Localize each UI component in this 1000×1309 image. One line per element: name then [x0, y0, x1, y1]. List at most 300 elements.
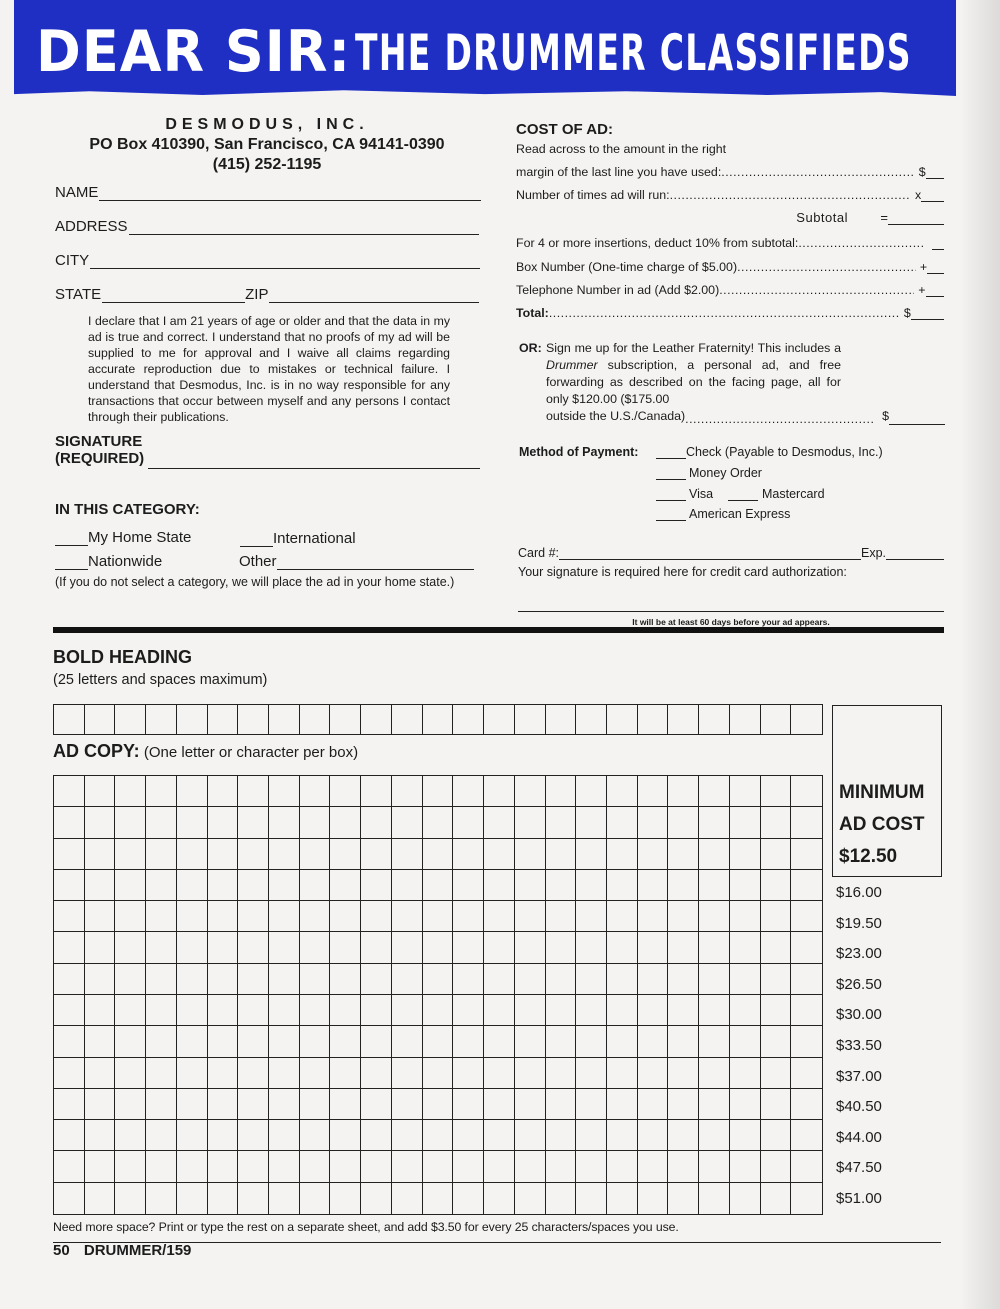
ad-copy-letter-box[interactable]	[546, 1151, 577, 1182]
ad-copy-letter-box[interactable]	[515, 839, 546, 870]
ad-copy-letter-box[interactable]	[423, 839, 454, 870]
ad-copy-letter-box[interactable]	[576, 1058, 607, 1089]
ad-copy-letter-box[interactable]	[361, 1026, 392, 1057]
ad-copy-letter-box[interactable]	[177, 776, 208, 807]
heading-letter-box[interactable]	[330, 705, 361, 734]
ad-copy-letter-box[interactable]	[607, 964, 638, 995]
ad-copy-letter-box[interactable]	[607, 776, 638, 807]
ad-copy-letter-box[interactable]	[546, 1183, 577, 1214]
ad-copy-letter-box[interactable]	[576, 1120, 607, 1151]
ad-copy-letter-box[interactable]	[208, 932, 239, 963]
ad-copy-letter-box[interactable]	[300, 995, 331, 1026]
ad-copy-letter-box[interactable]	[791, 870, 822, 901]
ad-copy-letter-box[interactable]	[208, 1151, 239, 1182]
heading-letter-box[interactable]	[300, 705, 331, 734]
ad-copy-letter-box[interactable]	[392, 1058, 423, 1089]
ad-copy-letter-box[interactable]	[300, 1026, 331, 1057]
heading-letter-box[interactable]	[515, 705, 546, 734]
ad-copy-letter-box[interactable]	[453, 776, 484, 807]
ad-copy-letter-box[interactable]	[269, 1183, 300, 1214]
ad-copy-grid[interactable]	[53, 775, 823, 1215]
ad-copy-letter-box[interactable]	[238, 1151, 269, 1182]
amount-input-line[interactable]	[926, 165, 944, 179]
ad-copy-letter-box[interactable]	[54, 964, 85, 995]
ad-copy-letter-box[interactable]	[54, 1120, 85, 1151]
ad-copy-letter-box[interactable]	[576, 1026, 607, 1057]
heading-letter-box[interactable]	[115, 705, 146, 734]
ad-copy-letter-box[interactable]	[668, 839, 699, 870]
card-number-input-line[interactable]	[559, 547, 861, 560]
ad-copy-letter-box[interactable]	[546, 995, 577, 1026]
ad-copy-letter-box[interactable]	[699, 1089, 730, 1120]
ad-copy-letter-box[interactable]	[330, 1026, 361, 1057]
ad-copy-letter-box[interactable]	[208, 1120, 239, 1151]
ad-copy-letter-box[interactable]	[576, 1151, 607, 1182]
ad-copy-letter-box[interactable]	[546, 1089, 577, 1120]
ad-copy-letter-box[interactable]	[146, 839, 177, 870]
ad-copy-letter-box[interactable]	[546, 870, 577, 901]
ad-copy-letter-box[interactable]	[730, 964, 761, 995]
ad-copy-letter-box[interactable]	[699, 807, 730, 838]
ad-copy-letter-box[interactable]	[453, 807, 484, 838]
ad-copy-letter-box[interactable]	[638, 839, 669, 870]
ad-copy-letter-box[interactable]	[730, 1026, 761, 1057]
heading-letter-box[interactable]	[546, 705, 577, 734]
ad-copy-letter-box[interactable]	[761, 932, 792, 963]
ad-copy-letter-box[interactable]	[238, 807, 269, 838]
ad-copy-letter-box[interactable]	[361, 1151, 392, 1182]
ad-copy-letter-box[interactable]	[576, 807, 607, 838]
ad-copy-letter-box[interactable]	[730, 1151, 761, 1182]
ad-copy-letter-box[interactable]	[546, 1120, 577, 1151]
subtotal-input-line[interactable]	[888, 211, 944, 225]
ad-copy-letter-box[interactable]	[54, 901, 85, 932]
ad-copy-letter-box[interactable]	[515, 964, 546, 995]
ad-copy-letter-box[interactable]	[668, 1120, 699, 1151]
ad-copy-letter-box[interactable]	[453, 901, 484, 932]
bold-heading-grid[interactable]	[53, 704, 823, 735]
heading-letter-box[interactable]	[638, 705, 669, 734]
ad-copy-letter-box[interactable]	[668, 964, 699, 995]
ad-copy-letter-box[interactable]	[607, 932, 638, 963]
ad-copy-letter-box[interactable]	[238, 870, 269, 901]
ad-copy-letter-box[interactable]	[115, 1120, 146, 1151]
payment-option-visa[interactable]	[656, 487, 713, 501]
ad-copy-letter-box[interactable]	[54, 1089, 85, 1120]
ad-copy-letter-box[interactable]	[361, 776, 392, 807]
ad-copy-letter-box[interactable]	[392, 1120, 423, 1151]
ad-copy-letter-box[interactable]	[392, 901, 423, 932]
ad-copy-letter-box[interactable]	[330, 1183, 361, 1214]
ad-copy-letter-box[interactable]	[208, 964, 239, 995]
ad-copy-letter-box[interactable]	[607, 1089, 638, 1120]
ad-copy-letter-box[interactable]	[791, 1183, 822, 1214]
ad-copy-letter-box[interactable]	[238, 1058, 269, 1089]
ad-copy-letter-box[interactable]	[668, 1183, 699, 1214]
ad-copy-letter-box[interactable]	[423, 1026, 454, 1057]
ad-copy-letter-box[interactable]	[238, 932, 269, 963]
ad-copy-letter-box[interactable]	[730, 1120, 761, 1151]
checkbox-blank[interactable]	[656, 447, 686, 459]
ad-copy-letter-box[interactable]	[730, 839, 761, 870]
ad-copy-letter-box[interactable]	[730, 901, 761, 932]
ad-copy-letter-box[interactable]	[115, 839, 146, 870]
heading-letter-box[interactable]	[54, 705, 85, 734]
ad-copy-letter-box[interactable]	[115, 1183, 146, 1214]
ad-copy-letter-box[interactable]	[699, 1183, 730, 1214]
ad-copy-letter-box[interactable]	[177, 1026, 208, 1057]
ad-copy-letter-box[interactable]	[115, 1151, 146, 1182]
ad-copy-letter-box[interactable]	[146, 776, 177, 807]
heading-letter-box[interactable]	[423, 705, 454, 734]
ad-copy-letter-box[interactable]	[423, 1120, 454, 1151]
ad-copy-letter-box[interactable]	[546, 932, 577, 963]
ad-copy-letter-box[interactable]	[361, 870, 392, 901]
ad-copy-letter-box[interactable]	[330, 995, 361, 1026]
ad-copy-letter-box[interactable]	[607, 870, 638, 901]
cc-signature-input-line[interactable]	[518, 611, 944, 612]
ad-copy-letter-box[interactable]	[668, 1058, 699, 1089]
ad-copy-letter-box[interactable]	[730, 932, 761, 963]
ad-copy-letter-box[interactable]	[761, 995, 792, 1026]
ad-copy-letter-box[interactable]	[515, 901, 546, 932]
ad-copy-letter-box[interactable]	[546, 839, 577, 870]
ad-copy-letter-box[interactable]	[453, 1151, 484, 1182]
ad-copy-letter-box[interactable]	[576, 1089, 607, 1120]
ad-copy-letter-box[interactable]	[546, 964, 577, 995]
ad-copy-letter-box[interactable]	[85, 1183, 116, 1214]
ad-copy-letter-box[interactable]	[791, 1058, 822, 1089]
ad-copy-letter-box[interactable]	[791, 1120, 822, 1151]
ad-copy-letter-box[interactable]	[423, 1089, 454, 1120]
ad-copy-letter-box[interactable]	[392, 1183, 423, 1214]
ad-copy-letter-box[interactable]	[576, 776, 607, 807]
ad-copy-letter-box[interactable]	[515, 1089, 546, 1120]
ad-copy-letter-box[interactable]	[638, 1058, 669, 1089]
ad-copy-letter-box[interactable]	[115, 1058, 146, 1089]
ad-copy-letter-box[interactable]	[699, 901, 730, 932]
ad-copy-letter-box[interactable]	[269, 776, 300, 807]
ad-copy-letter-box[interactable]	[453, 932, 484, 963]
ad-copy-letter-box[interactable]	[54, 839, 85, 870]
ad-copy-letter-box[interactable]	[607, 901, 638, 932]
ad-copy-letter-box[interactable]	[146, 964, 177, 995]
ad-copy-letter-box[interactable]	[85, 1120, 116, 1151]
ad-copy-letter-box[interactable]	[423, 1183, 454, 1214]
heading-letter-box[interactable]	[484, 705, 515, 734]
payment-option-mastercard[interactable]	[728, 487, 825, 501]
ad-copy-letter-box[interactable]	[423, 901, 454, 932]
ad-copy-letter-box[interactable]	[177, 995, 208, 1026]
ad-copy-letter-box[interactable]	[361, 964, 392, 995]
ad-copy-letter-box[interactable]	[699, 1120, 730, 1151]
ad-copy-letter-box[interactable]	[453, 995, 484, 1026]
ad-copy-letter-box[interactable]	[668, 1151, 699, 1182]
ad-copy-letter-box[interactable]	[330, 932, 361, 963]
ad-copy-letter-box[interactable]	[208, 776, 239, 807]
checkbox-blank[interactable]	[656, 489, 686, 501]
ad-copy-letter-box[interactable]	[668, 932, 699, 963]
expiry-input-line[interactable]	[886, 547, 944, 560]
ad-copy-letter-box[interactable]	[269, 964, 300, 995]
ad-copy-letter-box[interactable]	[85, 807, 116, 838]
payment-option-money-order[interactable]	[656, 466, 762, 480]
ad-copy-letter-box[interactable]	[300, 839, 331, 870]
ad-copy-letter-box[interactable]	[576, 964, 607, 995]
ad-copy-letter-box[interactable]	[668, 776, 699, 807]
ad-copy-letter-box[interactable]	[300, 1120, 331, 1151]
ad-copy-letter-box[interactable]	[546, 1026, 577, 1057]
total-input-line[interactable]	[911, 306, 944, 320]
heading-letter-box[interactable]	[177, 705, 208, 734]
ad-copy-letter-box[interactable]	[761, 1120, 792, 1151]
ad-copy-letter-box[interactable]	[208, 870, 239, 901]
ad-copy-letter-box[interactable]	[423, 776, 454, 807]
ad-copy-letter-box[interactable]	[300, 1089, 331, 1120]
ad-copy-letter-box[interactable]	[638, 1120, 669, 1151]
heading-letter-box[interactable]	[146, 705, 177, 734]
ad-copy-letter-box[interactable]	[791, 1026, 822, 1057]
ad-copy-letter-box[interactable]	[453, 1089, 484, 1120]
ad-copy-letter-box[interactable]	[361, 1089, 392, 1120]
ad-copy-letter-box[interactable]	[699, 776, 730, 807]
heading-letter-box[interactable]	[453, 705, 484, 734]
ad-copy-letter-box[interactable]	[85, 1089, 116, 1120]
ad-copy-letter-box[interactable]	[146, 1026, 177, 1057]
amount-input-line[interactable]	[927, 260, 944, 274]
ad-copy-letter-box[interactable]	[638, 776, 669, 807]
ad-copy-letter-box[interactable]	[115, 1026, 146, 1057]
ad-copy-letter-box[interactable]	[85, 776, 116, 807]
ad-copy-letter-box[interactable]	[761, 1026, 792, 1057]
ad-copy-letter-box[interactable]	[576, 932, 607, 963]
address-input-line[interactable]	[129, 221, 479, 235]
ad-copy-letter-box[interactable]	[361, 1120, 392, 1151]
ad-copy-letter-box[interactable]	[515, 1151, 546, 1182]
ad-copy-letter-box[interactable]	[85, 1058, 116, 1089]
ad-copy-letter-box[interactable]	[115, 776, 146, 807]
ad-copy-letter-box[interactable]	[238, 1183, 269, 1214]
ad-copy-letter-box[interactable]	[238, 995, 269, 1026]
ad-copy-letter-box[interactable]	[208, 1183, 239, 1214]
ad-copy-letter-box[interactable]	[423, 870, 454, 901]
heading-letter-box[interactable]	[361, 705, 392, 734]
ad-copy-letter-box[interactable]	[146, 1183, 177, 1214]
ad-copy-letter-box[interactable]	[85, 1151, 116, 1182]
ad-copy-letter-box[interactable]	[484, 807, 515, 838]
ad-copy-letter-box[interactable]	[269, 995, 300, 1026]
ad-copy-letter-box[interactable]	[392, 1026, 423, 1057]
ad-copy-letter-box[interactable]	[54, 776, 85, 807]
ad-copy-letter-box[interactable]	[453, 839, 484, 870]
ad-copy-letter-box[interactable]	[638, 870, 669, 901]
ad-copy-letter-box[interactable]	[208, 807, 239, 838]
ad-copy-letter-box[interactable]	[453, 870, 484, 901]
ad-copy-letter-box[interactable]	[54, 932, 85, 963]
ad-copy-letter-box[interactable]	[638, 807, 669, 838]
ad-copy-letter-box[interactable]	[761, 807, 792, 838]
ad-copy-letter-box[interactable]	[238, 776, 269, 807]
ad-copy-letter-box[interactable]	[208, 901, 239, 932]
ad-copy-letter-box[interactable]	[576, 1183, 607, 1214]
ad-copy-letter-box[interactable]	[761, 1151, 792, 1182]
checkbox-blank[interactable]	[656, 509, 686, 521]
ad-copy-letter-box[interactable]	[638, 1089, 669, 1120]
ad-copy-letter-box[interactable]	[761, 776, 792, 807]
ad-copy-letter-box[interactable]	[54, 1026, 85, 1057]
ad-copy-letter-box[interactable]	[515, 870, 546, 901]
ad-copy-letter-box[interactable]	[208, 1089, 239, 1120]
ad-copy-letter-box[interactable]	[668, 870, 699, 901]
heading-letter-box[interactable]	[607, 705, 638, 734]
ad-copy-letter-box[interactable]	[546, 901, 577, 932]
ad-copy-letter-box[interactable]	[515, 1058, 546, 1089]
zip-input-line[interactable]	[269, 289, 479, 303]
ad-copy-letter-box[interactable]	[85, 901, 116, 932]
ad-copy-letter-box[interactable]	[238, 1026, 269, 1057]
ad-copy-letter-box[interactable]	[484, 870, 515, 901]
payment-option-check[interactable]	[656, 445, 883, 459]
ad-copy-letter-box[interactable]	[515, 1120, 546, 1151]
ad-copy-letter-box[interactable]	[361, 995, 392, 1026]
ad-copy-letter-box[interactable]	[791, 932, 822, 963]
ad-copy-letter-box[interactable]	[484, 901, 515, 932]
heading-letter-box[interactable]	[699, 705, 730, 734]
ad-copy-letter-box[interactable]	[54, 995, 85, 1026]
ad-copy-letter-box[interactable]	[54, 1183, 85, 1214]
checkbox-blank[interactable]	[728, 489, 758, 501]
ad-copy-letter-box[interactable]	[300, 807, 331, 838]
ad-copy-letter-box[interactable]	[576, 839, 607, 870]
ad-copy-letter-box[interactable]	[330, 1089, 361, 1120]
ad-copy-letter-box[interactable]	[392, 776, 423, 807]
ad-copy-letter-box[interactable]	[269, 839, 300, 870]
ad-copy-letter-box[interactable]	[269, 901, 300, 932]
ad-copy-letter-box[interactable]	[730, 995, 761, 1026]
ad-copy-letter-box[interactable]	[146, 870, 177, 901]
ad-copy-letter-box[interactable]	[300, 1183, 331, 1214]
heading-letter-box[interactable]	[392, 705, 423, 734]
ad-copy-letter-box[interactable]	[546, 807, 577, 838]
ad-copy-letter-box[interactable]	[668, 1026, 699, 1057]
ad-copy-letter-box[interactable]	[300, 1058, 331, 1089]
heading-letter-box[interactable]	[85, 705, 116, 734]
ad-copy-letter-box[interactable]	[361, 932, 392, 963]
payment-option-amex[interactable]	[656, 507, 790, 521]
ad-copy-letter-box[interactable]	[484, 1151, 515, 1182]
ad-copy-letter-box[interactable]	[607, 1151, 638, 1182]
ad-copy-letter-box[interactable]	[85, 1026, 116, 1057]
ad-copy-letter-box[interactable]	[761, 1089, 792, 1120]
ad-copy-letter-box[interactable]	[730, 807, 761, 838]
ad-copy-letter-box[interactable]	[761, 870, 792, 901]
ad-copy-letter-box[interactable]	[607, 1058, 638, 1089]
ad-copy-letter-box[interactable]	[300, 1151, 331, 1182]
ad-copy-letter-box[interactable]	[146, 1151, 177, 1182]
ad-copy-letter-box[interactable]	[361, 1058, 392, 1089]
ad-copy-letter-box[interactable]	[146, 807, 177, 838]
ad-copy-letter-box[interactable]	[85, 995, 116, 1026]
ad-copy-letter-box[interactable]	[699, 1058, 730, 1089]
category-option-other[interactable]	[239, 553, 474, 570]
checkbox-blank[interactable]	[656, 468, 686, 480]
ad-copy-letter-box[interactable]	[730, 1058, 761, 1089]
ad-copy-letter-box[interactable]	[115, 995, 146, 1026]
ad-copy-letter-box[interactable]	[607, 1120, 638, 1151]
ad-copy-letter-box[interactable]	[208, 1026, 239, 1057]
ad-copy-letter-box[interactable]	[515, 776, 546, 807]
heading-letter-box[interactable]	[576, 705, 607, 734]
ad-copy-letter-box[interactable]	[668, 807, 699, 838]
ad-copy-letter-box[interactable]	[392, 995, 423, 1026]
ad-copy-letter-box[interactable]	[330, 807, 361, 838]
ad-copy-letter-box[interactable]	[607, 1026, 638, 1057]
ad-copy-letter-box[interactable]	[453, 1026, 484, 1057]
ad-copy-letter-box[interactable]	[208, 1058, 239, 1089]
ad-copy-letter-box[interactable]	[791, 964, 822, 995]
address-field[interactable]	[55, 218, 479, 235]
heading-letter-box[interactable]	[269, 705, 300, 734]
ad-copy-letter-box[interactable]	[146, 1058, 177, 1089]
ad-copy-letter-box[interactable]	[115, 964, 146, 995]
ad-copy-letter-box[interactable]	[515, 932, 546, 963]
ad-copy-letter-box[interactable]	[607, 807, 638, 838]
ad-copy-letter-box[interactable]	[392, 1151, 423, 1182]
ad-copy-letter-box[interactable]	[638, 964, 669, 995]
checkbox-blank[interactable]	[55, 558, 88, 570]
ad-copy-letter-box[interactable]	[330, 1120, 361, 1151]
ad-copy-letter-box[interactable]	[392, 964, 423, 995]
ad-copy-letter-box[interactable]	[699, 1026, 730, 1057]
ad-copy-letter-box[interactable]	[300, 901, 331, 932]
ad-copy-letter-box[interactable]	[269, 932, 300, 963]
ad-copy-letter-box[interactable]	[638, 995, 669, 1026]
ad-copy-letter-box[interactable]	[791, 1151, 822, 1182]
ad-copy-letter-box[interactable]	[177, 839, 208, 870]
ad-copy-letter-box[interactable]	[484, 1120, 515, 1151]
checkbox-blank[interactable]	[240, 535, 273, 547]
name-field[interactable]	[55, 184, 481, 201]
amount-input-line[interactable]	[932, 236, 944, 250]
ad-copy-letter-box[interactable]	[761, 901, 792, 932]
ad-copy-letter-box[interactable]	[115, 1089, 146, 1120]
ad-copy-letter-box[interactable]	[269, 1151, 300, 1182]
heading-letter-box[interactable]	[208, 705, 239, 734]
ad-copy-letter-box[interactable]	[361, 901, 392, 932]
ad-copy-letter-box[interactable]	[269, 1058, 300, 1089]
ad-copy-letter-box[interactable]	[146, 932, 177, 963]
ad-copy-letter-box[interactable]	[423, 807, 454, 838]
ad-copy-letter-box[interactable]	[453, 1058, 484, 1089]
ad-copy-letter-box[interactable]	[484, 776, 515, 807]
ad-copy-letter-box[interactable]	[576, 870, 607, 901]
ad-copy-letter-box[interactable]	[392, 807, 423, 838]
ad-copy-letter-box[interactable]	[730, 870, 761, 901]
ad-copy-letter-box[interactable]	[146, 1089, 177, 1120]
ad-copy-letter-box[interactable]	[699, 964, 730, 995]
ad-copy-letter-box[interactable]	[85, 932, 116, 963]
ad-copy-letter-box[interactable]	[576, 901, 607, 932]
ad-copy-letter-box[interactable]	[484, 1089, 515, 1120]
name-input-line[interactable]	[99, 187, 481, 201]
ad-copy-letter-box[interactable]	[208, 839, 239, 870]
ad-copy-letter-box[interactable]	[791, 807, 822, 838]
ad-copy-letter-box[interactable]	[269, 1120, 300, 1151]
ad-copy-letter-box[interactable]	[361, 839, 392, 870]
ad-copy-letter-box[interactable]	[423, 932, 454, 963]
ad-copy-letter-box[interactable]	[146, 995, 177, 1026]
state-zip-field[interactable]	[55, 286, 479, 303]
